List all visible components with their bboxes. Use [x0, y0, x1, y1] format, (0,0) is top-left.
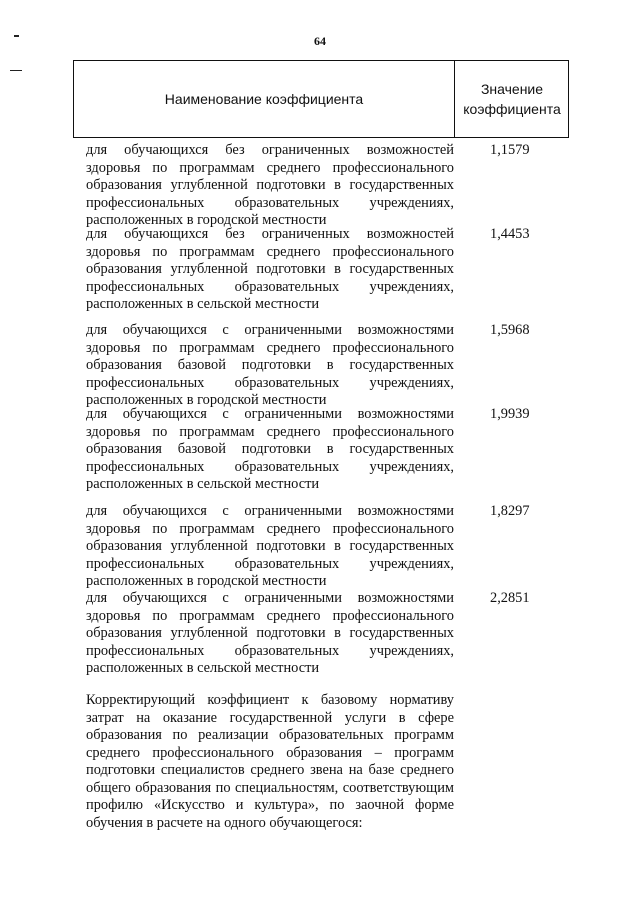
column-header-name: Наименование коэффициента	[164, 91, 364, 107]
column-header-value: Значение коэффициента	[463, 81, 561, 117]
row-text: для обучающихся с ограниченными возможностями здоровья по программам среднего профессионального образования углубленной подготовки в государственных профессиональных образовательных учреждениях, расположенных в городской местности	[86, 503, 454, 589]
row-text: для обучающихся с ограниченными возможностями здоровья по программам среднего профессионального образования углубленной подготовки в государственных профессиональных образовательных учреждениях, расположенных в сельской местности	[86, 590, 454, 676]
row-value: 1,8297	[490, 503, 530, 519]
row-value: 1,1579	[490, 142, 530, 158]
row-text: для обучающихся с ограниченными возможностями здоровья по программам среднего профессионального образования базовой подготовки в государственных профессиональных образовательных учреждениях, расположенных в сельской местности	[86, 406, 454, 492]
row-value: 1,9939	[490, 406, 530, 422]
row-value: 2,2851	[490, 590, 530, 606]
row-text: для обучающихся с ограниченными возможностями здоровья по программам среднего профессионального образования базовой подготовки в государственных профессиональных образовательных учреждениях, расположенных в городской местности	[86, 322, 454, 408]
row-value: 1,4453	[490, 226, 530, 242]
row-value: 1,5968	[490, 322, 530, 338]
scan-mark	[10, 70, 22, 71]
row-text: для обучающихся без ограниченных возможностей здоровья по программам среднего профессионального образования углубленной подготовки в государственных профессиональных образовательных учреждениях, расположенных в городской местности	[86, 142, 454, 228]
page-number: 64	[314, 34, 326, 48]
scan-mark	[14, 35, 19, 37]
table-header	[73, 60, 569, 138]
row-text: для обучающихся без ограниченных возможностей здоровья по программам среднего профессионального образования углубленной подготовки в государственных профессиональных образовательных учреждениях, расположенных в сельской местности	[86, 226, 454, 312]
footer-paragraph: Корректирующий коэффициент к базовому нормативу затрат на оказание государственной услуги в сфере образования по реализации образовательных программ среднего профессионального образования – программ подготовки специалистов среднего звена на базе среднего общего образования по специальностям, соответствующим профилю «Искусство и культура», по заочной форме обучения в расчете на одного обучающегося:	[86, 692, 454, 831]
